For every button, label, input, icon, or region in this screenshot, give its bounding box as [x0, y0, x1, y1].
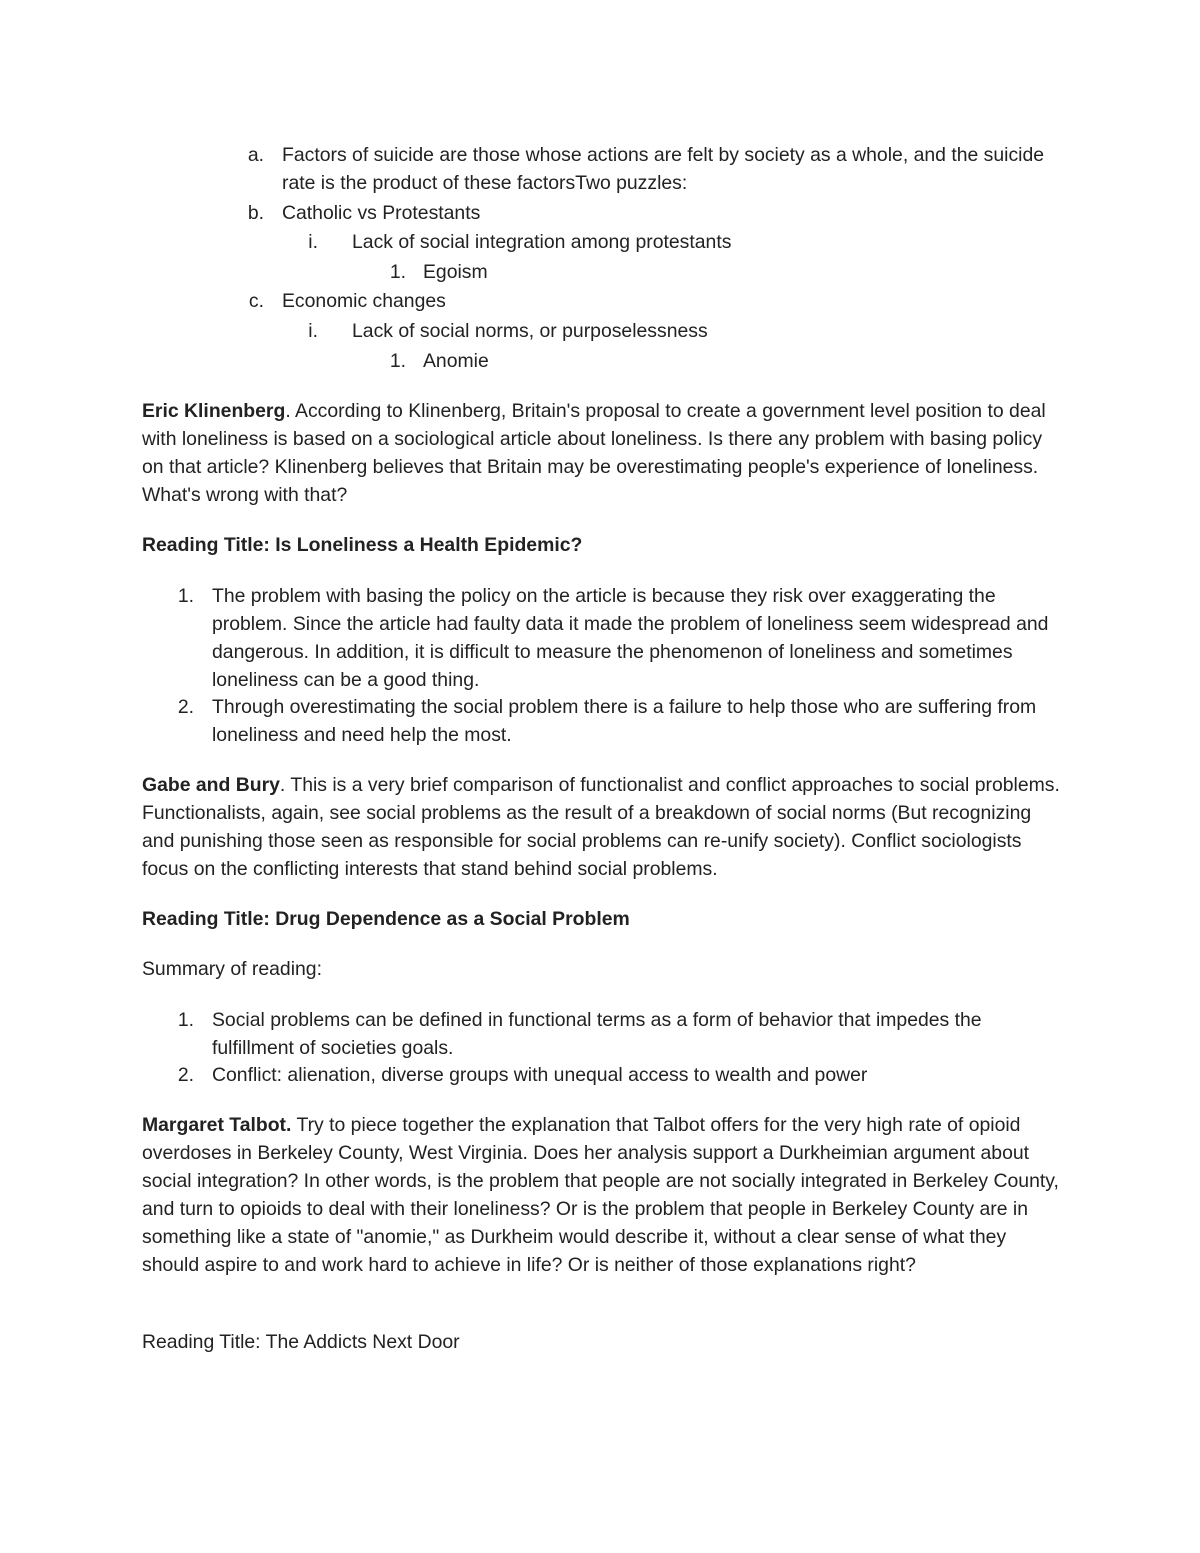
outline-item-c-i-1: Anomie	[423, 350, 489, 372]
talbot-paragraph	[142, 1111, 1067, 1279]
talbot-name: Margaret Talbot.	[142, 1114, 292, 1136]
reading2-item1-marker: 1.	[177, 1009, 194, 1031]
outline-marker-b: b.	[247, 202, 264, 224]
outline-marker-c-i: i.	[308, 320, 318, 342]
outline-item-c: Economic changes	[282, 290, 446, 312]
outline-item-b-i: Lack of social integration among protestants	[352, 231, 732, 253]
reading1-title: Reading Title: Is Loneliness a Health Epidemic?	[142, 534, 583, 556]
outline-item-b: Catholic vs Protestants	[282, 202, 481, 224]
outline-marker-c: c.	[248, 290, 264, 312]
klinenberg-body: . According to Klinenberg, Britain's proposal to create a government level position to deal with loneliness is based on a sociological article about loneliness. Is there any problem with basing policy on that article? Klinenberg believes that Britain may be overestimating people's experience of loneliness. What's wrong with that?	[142, 400, 1046, 506]
outline-marker-a: a.	[247, 144, 264, 166]
reading1-item2: Through overestimating the social problem there is a failure to help those who are suffering from loneliness and need help the most.	[212, 696, 1037, 746]
reading2-item2-marker: 2.	[177, 1064, 194, 1086]
gabe-bury-name: Gabe and Bury	[142, 774, 280, 796]
outline-marker-b-i-1: 1.	[389, 261, 406, 283]
outline-item-b-i-1: Egoism	[423, 261, 488, 283]
talbot-body: Try to piece together the explanation that Talbot offers for the very high rate of opioid overdoses in Berkeley County, West Virginia. Does her analysis support a Durkheimian argument about social integration? In other words, is the problem that people are not socially integrated in Berkeley County, and turn to opioids to deal with their loneliness? Or is the problem that people in Berkeley County are in something like a state of "anomie," as Durkheim would describe it, without a clear sense of what they should aspire to and work hard to achieve in life? Or is neither of those explanations right?	[142, 1114, 1059, 1276]
gabe-bury-body: . This is a very brief comparison of functionalist and conflict approaches to social problems. Functionalists, again, see social problems as the result of a breakdown of social norms (But recognizing and punishing those seen as responsible for social problems can re-unify society). Conflict sociologists focus on the conflicting interests that stand behind social problems.	[142, 774, 1060, 880]
reading2-item1: Social problems can be defined in functional terms as a form of behavior that impedes the fulfillment of societies goals.	[212, 1009, 982, 1059]
reading2-summary-label: Summary of reading:	[142, 958, 322, 980]
outline-marker-b-i: i.	[308, 231, 318, 253]
reading1-item1-marker: 1.	[177, 585, 194, 607]
outline-item-a: Factors of suicide are those whose actions are felt by society as a whole, and the suicide rate is the product of these factorsTwo puzzles:	[282, 144, 1045, 194]
reading1-item1: The problem with basing the policy on the article is because they risk over exaggerating the problem. Since the article had faulty data it made the problem of loneliness seem widespread and dangerous. In addition, it is difficult to measure the phenomenon of loneliness and sometimes loneliness can be a good thing.	[212, 585, 1049, 691]
gabe-bury-paragraph	[142, 771, 1067, 883]
reading1-item2-marker: 2.	[177, 696, 194, 718]
reading2-item2: Conflict: alienation, diverse groups with unequal access to wealth and power	[212, 1064, 868, 1086]
reading2-title: Reading Title: Drug Dependence as a Social Problem	[142, 908, 630, 930]
klinenberg-paragraph	[142, 397, 1067, 509]
outline-item-c-i: Lack of social norms, or purposelessness	[352, 320, 708, 342]
klinenberg-name: Eric Klinenberg	[142, 400, 286, 422]
reading3-title: Reading Title: The Addicts Next Door	[142, 1331, 460, 1353]
outline-marker-c-i-1: 1.	[389, 350, 406, 372]
